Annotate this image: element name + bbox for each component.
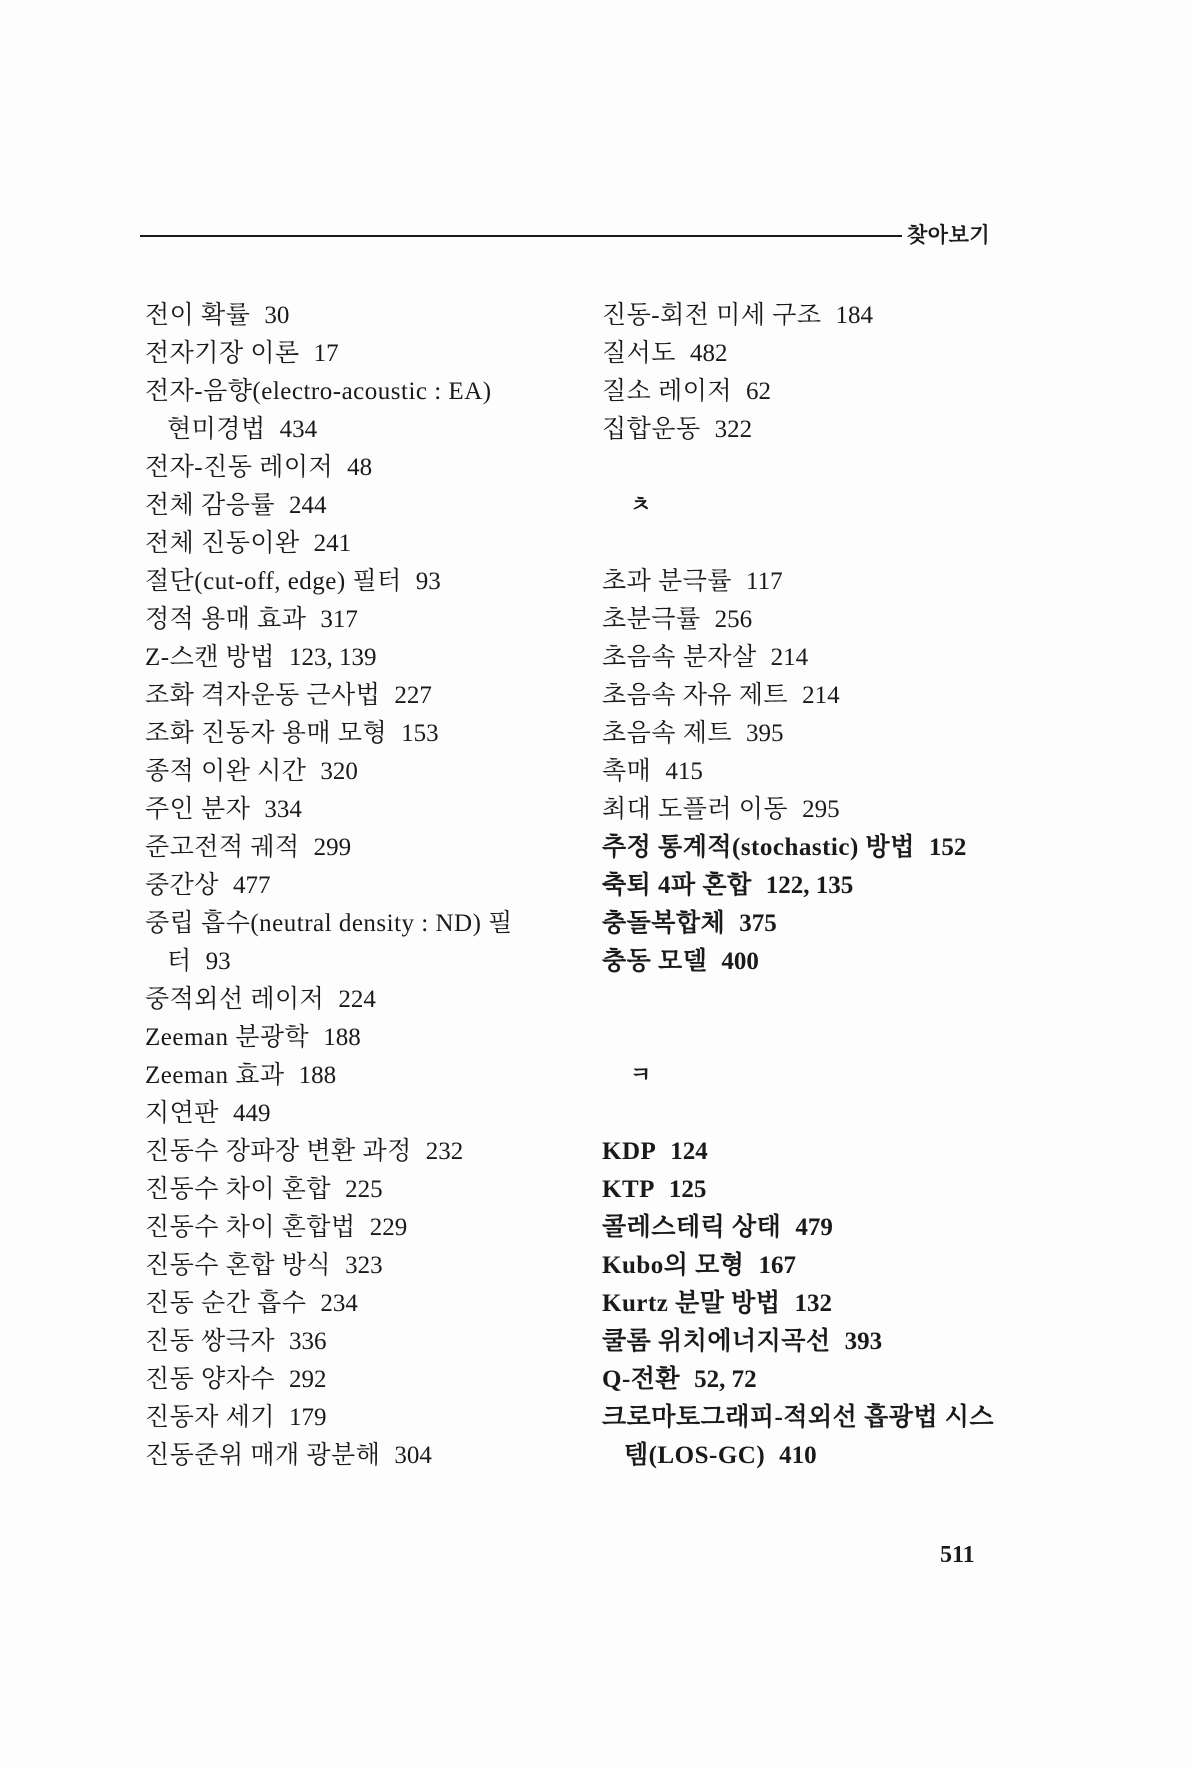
entry-term: 축퇴 4파 혼합	[602, 872, 752, 899]
index-entry	[602, 1285, 1022, 1323]
index-entry	[145, 1019, 585, 1057]
index-entry	[145, 981, 585, 1019]
entry-term: 초음속 제트	[602, 720, 733, 747]
index-entry	[145, 943, 585, 981]
entry-pages: 123, 139	[288, 644, 377, 671]
entry-term: 중간상	[145, 872, 219, 899]
index-entry	[145, 487, 585, 525]
entry-pages: 317	[320, 606, 358, 633]
entry-term: 초음속 자유 제트	[602, 682, 789, 709]
entry-term: 충동 모델	[602, 948, 708, 975]
index-entry	[145, 1209, 585, 1247]
blank-line	[602, 1019, 1022, 1057]
index-entry	[145, 449, 585, 487]
entry-pages: 482	[689, 340, 728, 367]
entry-term: 콜레스테릭 상태	[602, 1214, 782, 1241]
entry-pages: 410	[779, 1442, 817, 1469]
index-entry	[145, 525, 585, 563]
index-entry	[602, 297, 1022, 335]
entry-pages: 304	[394, 1442, 432, 1469]
entry-term: 충돌복합체	[602, 910, 726, 937]
entry-term: Z-스캔 방법	[145, 644, 275, 671]
index-entry	[602, 829, 1022, 867]
entry-pages: 224	[338, 986, 376, 1013]
index-entry	[602, 373, 1022, 411]
entry-term: Zeeman 효과	[145, 1062, 285, 1089]
entry-pages: 449	[232, 1100, 271, 1127]
entry-term: 전자-음향(electro-acoustic : EA)	[145, 378, 492, 405]
entry-term: 터	[167, 948, 192, 975]
entry-term: 전자기장 이론	[145, 340, 300, 367]
entry-term: 중립 흡수(neutral density : ND) 필	[145, 910, 513, 937]
entry-term: 전체 감응률	[145, 492, 276, 519]
entry-pages: 62	[746, 378, 772, 405]
entry-pages: 323	[345, 1252, 383, 1279]
entry-term: 진동 순간 흡수	[145, 1290, 307, 1317]
entry-pages: 184	[835, 302, 874, 329]
index-entry	[602, 1323, 1022, 1361]
blank-line	[602, 1095, 1022, 1133]
entry-term: 조화 격자운동 근사법	[145, 682, 381, 709]
index-entry	[602, 867, 1022, 905]
entry-pages: 479	[795, 1214, 833, 1241]
entry-pages: 295	[802, 796, 840, 823]
entry-pages: 393	[844, 1328, 883, 1355]
index-entry	[602, 1171, 1022, 1209]
entry-term: 종적 이완 시간	[145, 758, 307, 785]
entry-term: Zeeman 분광학	[145, 1024, 310, 1051]
entry-pages: 225	[345, 1176, 383, 1203]
index-entry	[602, 335, 1022, 373]
index-entry	[145, 563, 585, 601]
index-entry	[602, 1361, 1022, 1399]
index-entry	[145, 715, 585, 753]
index-entry	[602, 1399, 1022, 1437]
entry-pages: 227	[394, 682, 432, 709]
index-entry	[145, 335, 585, 373]
index-entry	[602, 715, 1022, 753]
blank-line	[602, 525, 1022, 563]
index-entry	[602, 905, 1022, 943]
entry-pages: 48	[347, 454, 373, 481]
entry-pages: 232	[425, 1138, 464, 1165]
entry-pages: 477	[232, 872, 271, 899]
index-entry	[145, 1133, 585, 1171]
index-right-column	[602, 297, 1022, 1475]
entry-term: Kubo의 모형	[602, 1252, 745, 1279]
index-entry	[602, 639, 1022, 677]
entry-pages: 229	[369, 1214, 408, 1241]
blank-line	[602, 981, 1022, 1019]
entry-term: 정적 용매 효과	[145, 606, 307, 633]
index-entry	[602, 677, 1022, 715]
index-entry	[145, 411, 585, 449]
entry-pages: 167	[758, 1252, 796, 1279]
entry-term: 질서도	[602, 340, 676, 367]
entry-pages: 125	[668, 1176, 707, 1203]
entry-pages: 400	[721, 948, 759, 975]
entry-pages: 299	[313, 834, 352, 861]
entry-term: 현미경법	[167, 416, 266, 443]
entry-term: 초분극률	[602, 606, 701, 633]
entry-pages: 256	[714, 606, 753, 633]
entry-pages: 322	[714, 416, 753, 443]
entry-pages: 241	[313, 530, 352, 557]
entry-pages: 30	[264, 302, 290, 329]
index-entry	[602, 1133, 1022, 1171]
index-entry	[602, 791, 1022, 829]
index-entry	[145, 677, 585, 715]
entry-term: 진동수 차이 혼합	[145, 1176, 332, 1203]
entry-pages: 320	[320, 758, 358, 785]
entry-pages: 17	[313, 340, 339, 367]
index-entry	[602, 563, 1022, 601]
entry-term: 전자-진동 레이저	[145, 454, 334, 481]
index-left-column	[145, 297, 585, 1475]
entry-pages: 375	[739, 910, 777, 937]
entry-term: 진동수 장파장 변환 과정	[145, 1138, 412, 1165]
entry-pages: 188	[323, 1024, 361, 1051]
entry-pages: 117	[746, 568, 783, 595]
entry-term: 진동자 세기	[145, 1404, 276, 1431]
page-number: 511	[940, 1542, 975, 1568]
index-entry	[145, 1323, 585, 1361]
entry-pages: 93	[205, 948, 231, 975]
entry-term: 진동준위 매개 광분해	[145, 1442, 381, 1469]
entry-term: 진동-회전 미세 구조	[602, 302, 822, 329]
entry-term: 쿨롬 위치에너지곡선	[602, 1328, 831, 1355]
entry-term: Q-전환	[602, 1366, 681, 1393]
index-entry	[145, 1285, 585, 1323]
index-entry	[602, 1209, 1022, 1247]
entry-pages: 179	[289, 1404, 327, 1431]
section-heading: ㅊ	[630, 493, 652, 518]
entry-pages: 214	[770, 644, 809, 671]
entry-term: 촉매	[602, 758, 652, 785]
entry-term: 질소 레이저	[602, 378, 733, 405]
header-rule	[140, 235, 902, 237]
index-entry	[145, 1437, 585, 1475]
entry-term: 크로마토그래피-적외선 흡광법 시스	[602, 1404, 995, 1431]
index-entry	[145, 905, 585, 943]
index-entry	[602, 753, 1022, 791]
entry-pages: 153	[401, 720, 439, 747]
entry-term: 전이 확률	[145, 302, 251, 329]
entry-term: 진동 쌍극자	[145, 1328, 276, 1355]
entry-pages: 52, 72	[694, 1366, 757, 1393]
index-entry	[602, 411, 1022, 449]
entry-term: 조화 진동자 용매 모형	[145, 720, 388, 747]
entry-pages: 334	[264, 796, 302, 823]
entry-pages: 188	[298, 1062, 337, 1089]
entry-pages: 234	[320, 1290, 358, 1317]
entry-term: 최대 도플러 이동	[602, 796, 789, 823]
entry-pages: 415	[665, 758, 703, 785]
entry-term: KDP	[602, 1138, 657, 1165]
entry-term: KTP	[602, 1176, 655, 1203]
index-entry	[602, 1247, 1022, 1285]
entry-pages: 292	[289, 1366, 327, 1393]
entry-pages: 93	[415, 568, 441, 595]
entry-pages: 434	[279, 416, 318, 443]
entry-pages: 152	[928, 834, 967, 861]
index-entry	[145, 829, 585, 867]
index-entry	[145, 753, 585, 791]
entry-term: 초과 분극률	[602, 568, 733, 595]
entry-term: 전체 진동이완	[145, 530, 300, 557]
index-entry	[145, 1171, 585, 1209]
index-entry	[145, 867, 585, 905]
entry-term: 준고전적 궤적	[145, 834, 300, 861]
entry-pages: 214	[802, 682, 840, 709]
blank-line	[602, 449, 1022, 487]
entry-term: 진동수 혼합 방식	[145, 1252, 332, 1279]
entry-term: 중적외선 레이저	[145, 986, 325, 1013]
entry-term: 집합운동	[602, 416, 701, 443]
section-heading: ㅋ	[630, 1063, 652, 1088]
index-entry	[145, 297, 585, 335]
entry-pages: 336	[289, 1328, 327, 1355]
entry-term: 주인 분자	[145, 796, 251, 823]
entry-term: 절단(cut-off, edge) 필터	[145, 568, 402, 595]
index-entry	[602, 601, 1022, 639]
index-entry	[602, 1437, 1022, 1475]
entry-term: 템(LOS-GC)	[624, 1442, 766, 1469]
index-entry	[145, 1247, 585, 1285]
entry-pages: 132	[794, 1290, 832, 1317]
index-entry	[145, 601, 585, 639]
index-entry	[602, 943, 1022, 981]
header-title: 찾아보기	[907, 223, 991, 247]
index-entry	[145, 1057, 585, 1095]
entry-term: 지연판	[145, 1100, 219, 1127]
entry-pages: 244	[289, 492, 327, 519]
entry-term: 진동수 차이 혼합법	[145, 1214, 356, 1241]
entry-term: Kurtz 분말 방법	[602, 1290, 781, 1317]
index-entry	[145, 1095, 585, 1133]
entry-term: 추정 통계적(stochastic) 방법	[602, 834, 915, 861]
entry-pages: 395	[746, 720, 784, 747]
entry-pages: 122, 135	[765, 872, 854, 899]
entry-term: 초음속 분자살	[602, 644, 757, 671]
index-entry	[145, 791, 585, 829]
entry-term: 진동 양자수	[145, 1366, 276, 1393]
entry-pages: 124	[670, 1138, 708, 1165]
index-entry	[145, 1361, 585, 1399]
index-entry	[145, 639, 585, 677]
index-entry	[145, 373, 585, 411]
index-entry	[145, 1399, 585, 1437]
